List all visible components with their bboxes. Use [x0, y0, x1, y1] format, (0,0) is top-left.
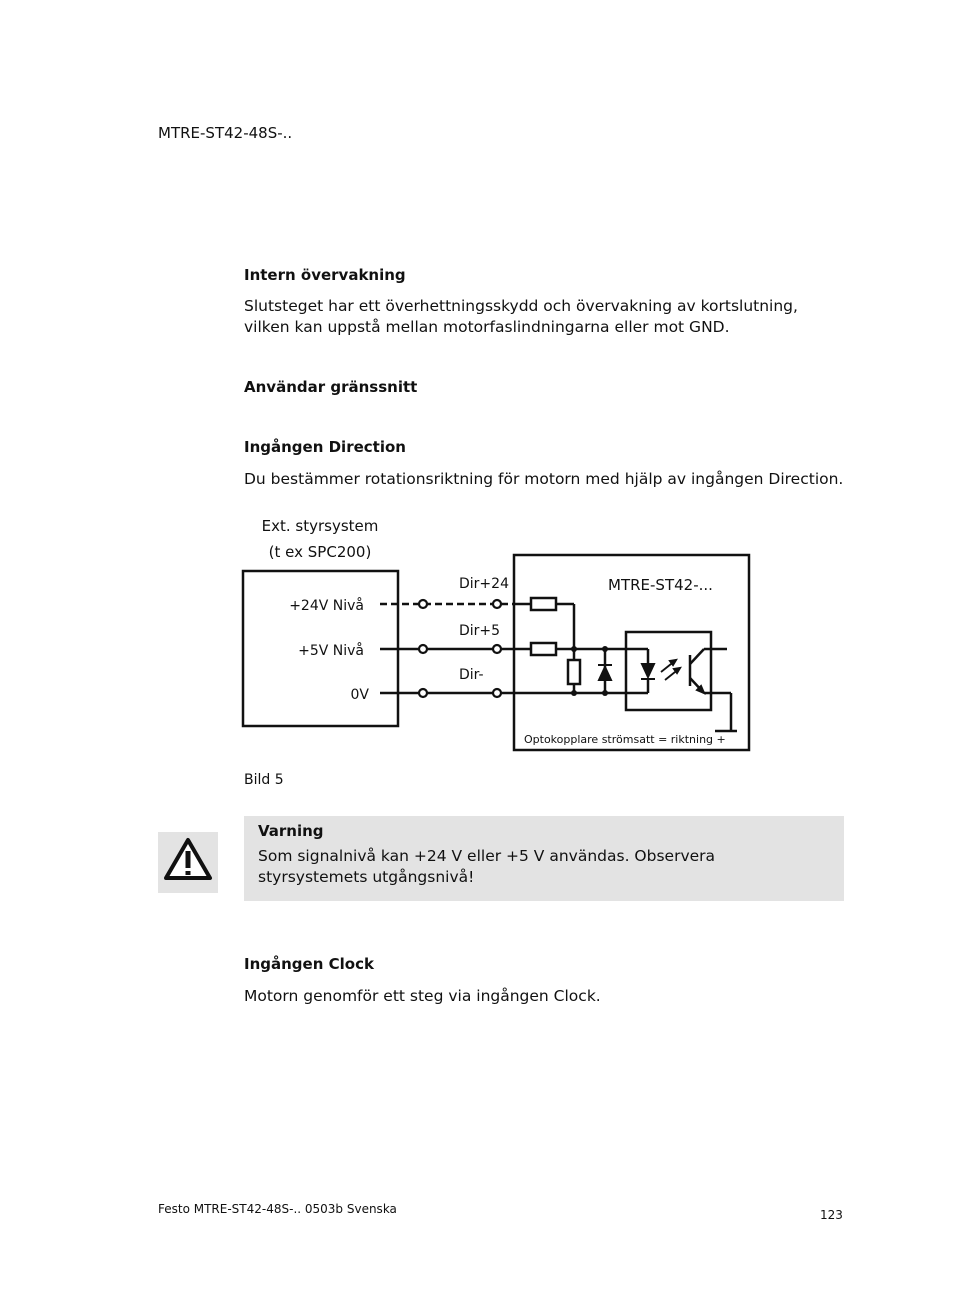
- paragraph-clock: Motorn genomför ett steg via ingången Clock.: [244, 987, 601, 1005]
- figure-caption: Bild 5: [244, 772, 284, 788]
- heading-intern: Intern övervakning: [244, 266, 406, 284]
- terminal-5v-ext: [419, 645, 427, 653]
- label-24v-level: +24V Nivå: [289, 598, 364, 614]
- warning-box: [244, 816, 844, 901]
- terminal-24v-dev: [493, 600, 501, 608]
- footer-document-info: Festo MTRE-ST42-48S-.. 0503b Svenska: [158, 1202, 397, 1216]
- opto-caption: Optokopplare strömsatt = riktning +: [524, 733, 726, 746]
- led-icon: [642, 664, 654, 677]
- diode-icon: [599, 667, 611, 680]
- document-header: MTRE-ST42-48S-..: [158, 124, 293, 142]
- resistor-dir24: [531, 598, 556, 610]
- page-number: 123: [820, 1208, 843, 1222]
- ext-label-line1: Ext. styrsystem: [261, 517, 379, 535]
- heading-user-interface: Användar gränssnitt: [244, 378, 418, 396]
- terminal-5v-dev: [493, 645, 501, 653]
- terminal-0v-ext: [419, 689, 427, 697]
- heading-direction: Ingången Direction: [244, 438, 406, 456]
- label-0v-level: 0V: [350, 687, 369, 703]
- paragraph-direction: Du bestämmer rotationsriktning för motorn med hjälp av ingången Direction.: [244, 470, 844, 488]
- label-5v-level: +5V Nivå: [298, 643, 364, 659]
- warning-title: Varning: [258, 822, 324, 840]
- terminal-24v-ext: [419, 600, 427, 608]
- label-dir5: Dir+5: [459, 623, 501, 639]
- optocoupler-box: [626, 632, 711, 710]
- warning-icon-box: [158, 832, 218, 893]
- label-dirminus: Dir-: [459, 667, 484, 683]
- ext-label-line2: (t ex SPC200): [268, 543, 372, 561]
- resistor-shunt: [568, 660, 580, 684]
- heading-clock: Ingången Clock: [244, 955, 374, 973]
- device-label: MTRE-ST42-...: [608, 576, 713, 594]
- warning-icon: [158, 832, 218, 893]
- warning-text: Som signalnivå kan +24 V eller +5 V användas. Observera styrsystemets utgångsnivå!: [258, 847, 716, 886]
- resistor-dir5: [531, 643, 556, 655]
- terminal-0v-dev: [493, 689, 501, 697]
- label-dir24: Dir+24: [459, 576, 509, 592]
- paragraph-intern: Slutsteget har ett överhettningsskydd och övervakning av kortslutning, vilken kan uppstå mellan motorfaslindningarna eller mot GND.: [244, 297, 798, 336]
